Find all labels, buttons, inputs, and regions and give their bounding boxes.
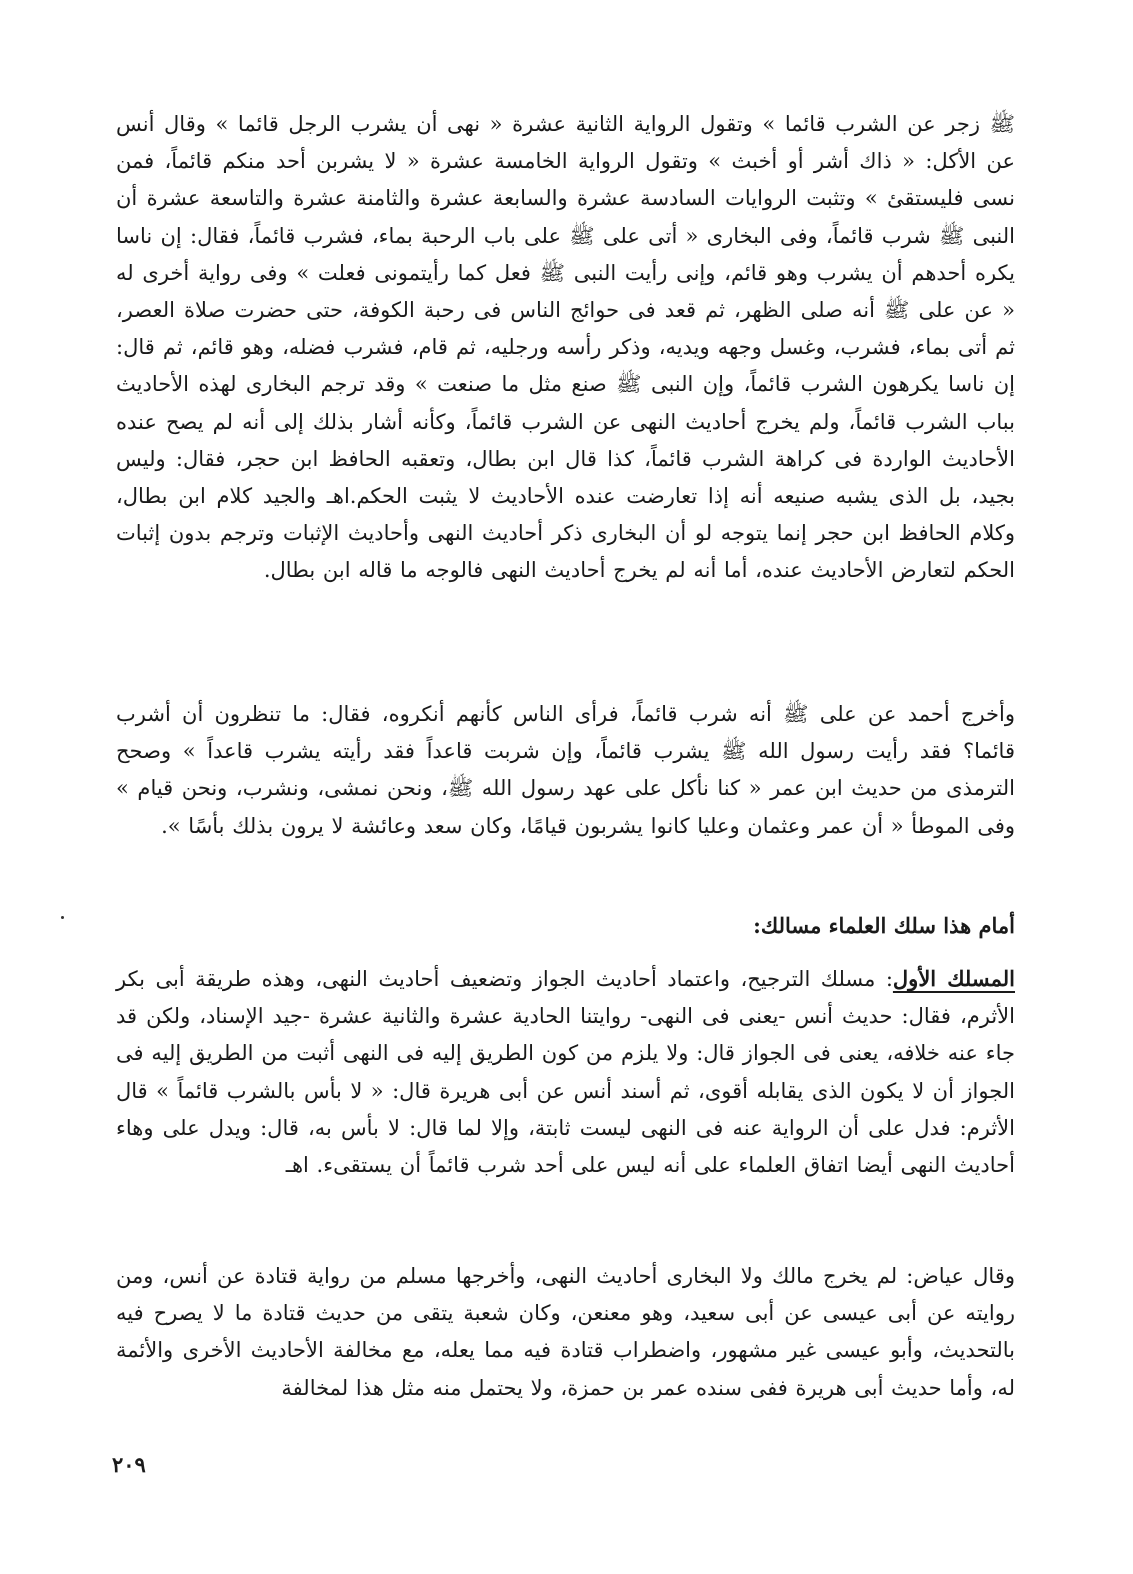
paragraph-3-body: : مسلك الترجيح، واعتماد أحاديث الجواز وتضعيف أحاديث النهى، وهذه طريقة أبى بكر الأثرم، فقال: حديث أنس -يعنى فى النهى- روايتنا الحادية عشرة والثانية عشرة -جيد الإسناد، ولكن قد جاء عنه خلافه، يعنى فى الجواز قال: ولا يلزم من كون الطريق إليه فى النهى أثبت من الطريق إليه فى الجواز أن لا يكون الذى يقابله أقوى، ثم أسند أنس عن أبى هريرة قال: « لا بأس بالشرب قائماً » قال الأثرم: فدل على أن الرواية عنه فى النهى ليست ثابتة، وإلا لما قال: لا بأس به، قال: ويدل على وهاء أحاديث النهى أيضا اتفاق العلماء على أنه ليس على أحد شرب قائماً أن يستقىء. اهـ <box>116 967 1015 1178</box>
paragraph-1: ﷺ زجر عن الشرب قائما » وتقول الرواية الثانية عشرة « نهى أن يشرب الرجل قائما » وقال أنس عن الأكل: « ذاك أشر أو أخبث » وتقول الرواية الخامسة عشرة « لا يشربن أحد منكم قائماً، فمن نسى فليستقئ » وتثبت الروايات السادسة عشرة والسابعة عشرة والثامنة عشرة والتاسعة عشرة أن النبى ﷺ شرب قائماً، وفى البخارى « أتى على ﷺ على باب الرحبة بماء، فشرب قائماً، فقال: إن ناسا يكره أحدهم أن يشرب وهو قائم، وإنى رأيت النبى ﷺ فعل كما رأيتمونى فعلت » وفى رواية أخرى له « عن على ﷺ أنه صلى الظهر، ثم قعد فى حوائج الناس فى رحبة الكوفة، حتى حضرت صلاة العصر، ثم أتى بماء، فشرب، وغسل وجهه ويديه، وذكر رأسه ورجليه، ثم قام، فشرب فضله، وهو قائم، ثم قال: إن ناسا يكرهون الشرب قائماً، وإن النبى ﷺ صنع مثل ما صنعت » وقد ترجم البخارى لهذه الأحاديث بباب الشرب قائماً، ولم يخرج أحاديث النهى عن الشرب قائماً، وكأنه أشار بذلك إلى أنه لم يصح عنده الأحاديث الواردة فى كراهة الشرب قائماً، كذا قال ابن بطال، وتعقبه الحافظ ابن حجر، فقال: وليس بجيد، بل الذى يشبه صنيعه أنه إذا تعارضت عنده الأحاديث لا يثبت الحكم.اهـ والجيد كلام ابن بطال، وكلام الحافظ ابن حجر إنما يتوجه لو أن البخارى ذكر أحاديث النهى وأحاديث الإثبات وترجم بدون إثبات الحكم لتعارض الأحاديث عنده، أما أنه لم يخرج أحاديث النهى فالوجه ما قاله ابن بطال. <box>116 112 1015 583</box>
paragraph-4: وقال عياض: لم يخرج مالك ولا البخارى أحاديث النهى، وأخرجها مسلم من رواية قتادة عن أنس، ومن روايته عن أبى عيسى عن أبى سعيد، وهو معنعن، وكان شعبة يتقى من حديث قتادة ما لا يصرح فيه بالتحديث، وأبو عيسى غير مشهور، واضطراب قتادة فيه مما يعله، مع مخالفة الأحاديث الأخرى والأئمة له، وأما حديث أبى هريرة ففى سنده عمر بن حمزة، ولا يحتمل منه مثل هذا لمخالفة <box>116 1264 1015 1400</box>
paragraph-3 <box>116 960 1015 1184</box>
scan-dot <box>61 916 64 919</box>
section-heading: أمام هذا سلك العلماء مسالك: <box>753 913 1015 938</box>
first-approach-label: المسلك الأول <box>892 966 1015 991</box>
paragraph-2: وأخرج أحمد عن على ﷺ أنه شرب قائماً، فرأى الناس كأنهم أنكروه، فقال: ما تنظرون أن أشرب قائما؟ فقد رأيت رسول الله ﷺ يشرب قائماً، وإن شربت قاعداً فقد رأيته يشرب قاعداً » وصحح الترمذى من حديث ابن عمر « كنا نأكل على عهد رسول الله ﷺ، ونحن نمشى، ونشرب، ونحن قيام » وفى الموطأ « أن عمر وعثمان وعليا كانوا يشربون قيامًا، وكان سعد وعائشة لا يرون بذلك بأسًا ». <box>116 702 1015 838</box>
page-number: ٢٠٩ <box>112 1452 146 1477</box>
